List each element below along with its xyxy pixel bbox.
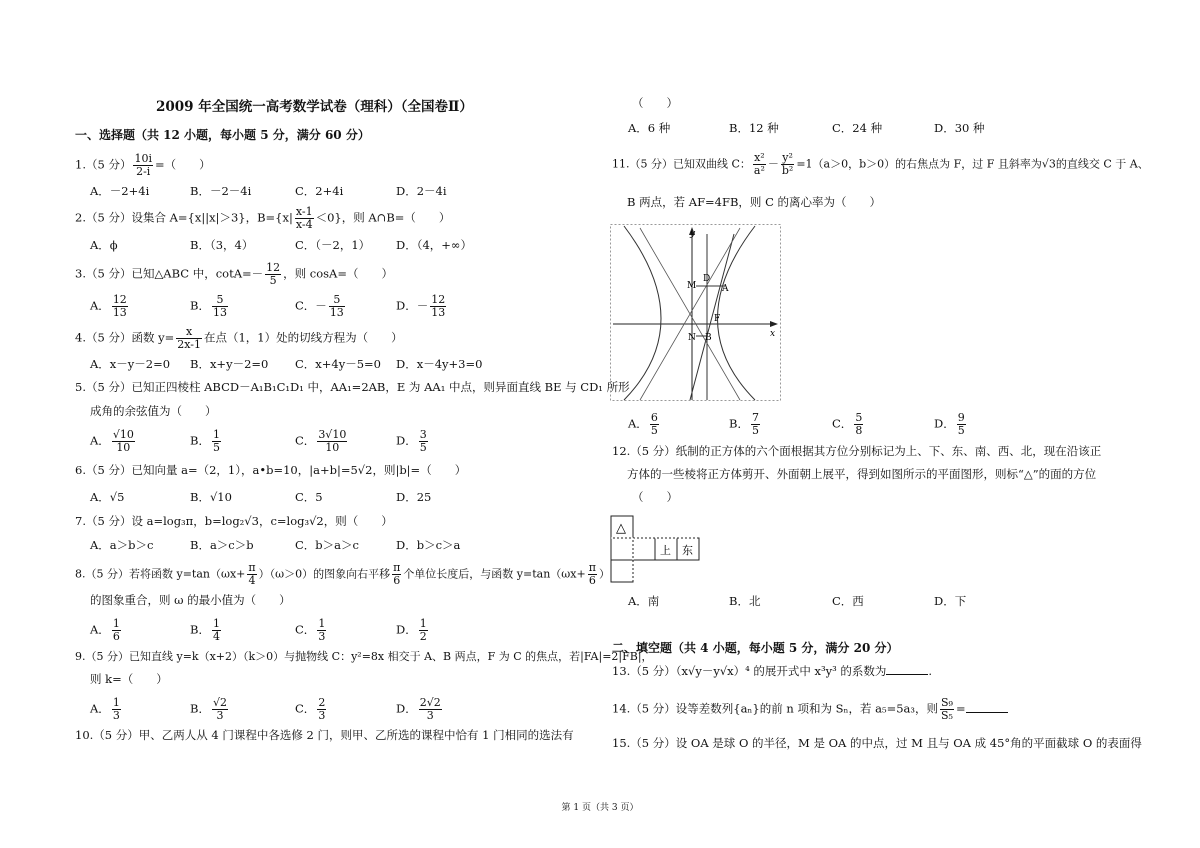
q10-option-a[interactable]: A．6 种 bbox=[628, 121, 671, 135]
q11-option-c[interactable]: C． $\frac{5}{8}$ bbox=[832, 411, 863, 437]
page-footer: 第 1 页（共 3 页） bbox=[561, 803, 639, 813]
question-9: 9.（5 分）已知直线 y=k（x+2）（k＞0）与抛物线 C：y²=8x 相交于 A、B 两点，F 为 C 的焦点，若|FA|=2|FB|， bbox=[75, 650, 653, 663]
q1-option-b[interactable]: B．－2－4i bbox=[190, 184, 252, 198]
q11-option-d[interactable]: D． $\frac{9}{5}$ bbox=[934, 411, 965, 437]
label-m: M bbox=[687, 281, 697, 291]
label-f: F bbox=[714, 314, 721, 324]
hyperbola-figure bbox=[610, 224, 785, 402]
q2-option-a[interactable]: A．ϕ bbox=[90, 238, 118, 252]
q1-option-d[interactable]: D．2－4i bbox=[396, 184, 447, 198]
q7-option-a[interactable]: A．a＞b＞c bbox=[90, 538, 154, 552]
answer-blank[interactable] bbox=[886, 664, 928, 675]
net-face-2 bbox=[611, 560, 633, 582]
question-5-cont: 成角的余弦值为（ ） bbox=[90, 404, 217, 418]
face-label-up: 上 bbox=[660, 544, 671, 557]
q5-option-c[interactable]: C． $\frac{3√10}{10}$ bbox=[295, 428, 347, 454]
question-9-cont: 则 k=（ ） bbox=[90, 672, 168, 686]
q4-option-b[interactable]: B．x+y－2=0 bbox=[190, 357, 269, 371]
x-axis-arrow bbox=[770, 321, 778, 327]
q7-option-c[interactable]: C．b＞a＞c bbox=[295, 538, 359, 552]
answer-blank[interactable] bbox=[966, 702, 1008, 713]
q2-option-d[interactable]: D．（4，+∞） bbox=[396, 238, 473, 252]
page-title: 2009 年全国统一高考数学试卷（理科）（全国卷Ⅱ） bbox=[156, 99, 473, 115]
face-label-east: 东 bbox=[682, 544, 693, 557]
q10-option-b[interactable]: B．12 种 bbox=[729, 121, 779, 135]
question-10-cont: （ ） bbox=[632, 96, 678, 110]
q3-option-a[interactable]: A． $\frac{12}{13}$ bbox=[90, 293, 127, 319]
question-4: 4.（5 分）函数 y= $\frac{x}{2x-1}$ 在点（1，1）处的切线方程为（ ） bbox=[75, 325, 403, 351]
q5-option-b[interactable]: B． $\frac{1}{5}$ bbox=[190, 428, 220, 454]
question-15: 15.（5 分）设 OA 是球 O 的半径，M 是 OA 的中点，过 M 且与 OA 成 45°角的平面截球 O 的表面得 bbox=[612, 736, 1142, 750]
cube-net-figure bbox=[610, 515, 710, 583]
label-x: x bbox=[770, 329, 776, 339]
q3-option-b[interactable]: B． $\frac{5}{13}$ bbox=[190, 293, 227, 319]
question-3: 3.（5 分）已知△ABC 中，cotA=－ $\frac{12}{5}$ ，则 cosA=（ ） bbox=[75, 261, 394, 287]
q12-option-c[interactable]: C．西 bbox=[832, 594, 864, 608]
question-13: 13.（5 分）（x√y－y√x）⁴ 的展开式中 x³y³ 的系数为 . bbox=[612, 664, 933, 678]
label-b: B bbox=[705, 333, 712, 343]
figure-border bbox=[611, 225, 781, 401]
question-1: 1.（5 分） $\frac{10i}{2-i}$ =（ ） bbox=[75, 152, 211, 178]
q1-option-a[interactable]: A．－2+4i bbox=[90, 184, 150, 198]
net-face-1 bbox=[611, 538, 633, 560]
question-8-cont: 的图象重合，则 ω 的最小值为（ ） bbox=[90, 593, 291, 607]
question-5: 5.（5 分）已知正四棱柱 ABCD－A₁B₁C₁D₁ 中，AA₁=2AB，E 为 AA₁ 中点，则异面直线 BE 与 CD₁ 所形 bbox=[75, 380, 630, 394]
question-6: 6.（5 分）已知向量 a=（2，1），a•b=10，|a+b|=5√2，则|b|=（ ） bbox=[75, 463, 467, 477]
section-heading-choice: 一、选择题（共 12 小题，每小题 5 分，满分 60 分） bbox=[75, 128, 370, 142]
q2-option-b[interactable]: B．（3，4） bbox=[190, 238, 254, 252]
q1-option-c[interactable]: C．2+4i bbox=[295, 184, 344, 198]
q7-option-d[interactable]: D．b＞c＞a bbox=[396, 538, 461, 552]
q5-option-d[interactable]: D． $\frac{3}{5}$ bbox=[396, 428, 427, 454]
q4-option-d[interactable]: D．x－4y+3=0 bbox=[396, 357, 483, 371]
q10-option-c[interactable]: C．24 种 bbox=[832, 121, 883, 135]
q12-option-d[interactable]: D．下 bbox=[934, 594, 967, 608]
q6-option-d[interactable]: D．25 bbox=[396, 490, 432, 504]
question-2: 2.（5 分）设集合 A={x||x|＞3}，B={x| $\frac{x-1}{x-4}$ ＜0}，则 A∩B=（ ） bbox=[75, 205, 451, 231]
hyperbola-right-branch bbox=[718, 226, 756, 400]
q6-option-c[interactable]: C．5 bbox=[295, 490, 323, 504]
question-10: 10.（5 分）甲、乙两人从 4 门课程中各选修 2 门，则甲、乙所选的课程中恰有 1 门相同的选法有 bbox=[75, 728, 574, 742]
q11-option-a[interactable]: A． $\frac{6}{5}$ bbox=[628, 411, 658, 437]
q2-option-c[interactable]: C．（－2，1） bbox=[295, 238, 371, 252]
q12-option-b[interactable]: B．北 bbox=[729, 594, 761, 608]
q8-option-c[interactable]: C． $\frac{1}{3}$ bbox=[295, 617, 326, 643]
q5-option-a[interactable]: A． $\frac{√10}{10}$ bbox=[90, 428, 134, 454]
q7-option-b[interactable]: B．a＞c＞b bbox=[190, 538, 254, 552]
q3-option-d[interactable]: D．－ $\frac{12}{13}$ bbox=[396, 293, 446, 319]
question-12-cont: 方体的一些棱将正方体剪开、外面朝上展平，得到如图所示的平面图形，则标“△”的面的方位 bbox=[627, 467, 1097, 481]
net-face-3 bbox=[633, 538, 655, 560]
label-a: A bbox=[722, 284, 729, 294]
q4-option-c[interactable]: C．x+4y－5=0 bbox=[295, 357, 382, 371]
triangle-mark: △ bbox=[616, 521, 626, 536]
line-through-focus bbox=[690, 234, 734, 400]
q6-option-a[interactable]: A．√5 bbox=[90, 490, 125, 504]
label-d: D bbox=[703, 274, 711, 284]
q6-option-b[interactable]: B．√10 bbox=[190, 490, 232, 504]
question-12-cont2: （ ） bbox=[632, 490, 678, 504]
q11-option-b[interactable]: B． $\frac{7}{5}$ bbox=[729, 411, 759, 437]
question-11: 11.（5 分）已知双曲线 C： $\frac{\text{x²}}{\text{a²}}$ － $\frac{\text{y²}}{\text{b²}}$ =1（a＞0，b＞0）的右焦点为 F，过 F 且斜率为√3的直线交 C 于 A、 bbox=[612, 151, 1149, 177]
question-12: 12.（5 分）纸制的正方体的六个面根据其方位分别标记为上、下、东、南、西、北，现在沿该正 bbox=[612, 444, 1102, 458]
question-14: 14.（5 分）设等差数列{aₙ}的前 n 项和为 Sₙ，若 a₅=5a₃，则 $\frac{\text{S₉}}{\text{S₅}}$ = bbox=[612, 697, 1008, 722]
question-11-cont: B 两点，若 AF=4FB，则 C 的离心率为（ ） bbox=[627, 195, 882, 209]
q8-option-b[interactable]: B． $\frac{1}{4}$ bbox=[190, 617, 220, 643]
q4-option-a[interactable]: A．x－y－2=0 bbox=[90, 357, 171, 371]
q8-option-a[interactable]: A． $\frac{1}{6}$ bbox=[90, 617, 120, 643]
q9-option-b[interactable]: B． $\frac{√2}{3}$ bbox=[190, 696, 227, 722]
q9-option-d[interactable]: D． $\frac{2√2}{3}$ bbox=[396, 696, 441, 722]
question-8: 8.（5 分）若将函数 y=tan（ωx+ $\frac{\pi}{4}$ ）（ω＞0）的图象向右平移 $\frac{\pi}{6}$ 个单位长度后，与函数 y=tan（ωx+ $\frac{\pi}{6}$ ） bbox=[75, 561, 610, 587]
q9-option-c[interactable]: C． $\frac{2}{3}$ bbox=[295, 696, 326, 722]
section-heading-fill: 二、填空题（共 4 小题，每小题 5 分，满分 20 分） bbox=[612, 641, 899, 655]
question-7: 7.（5 分）设 a=log₃π，b=log₂√3，c=log₃√2，则（ ） bbox=[75, 514, 393, 528]
q9-option-a[interactable]: A． $\frac{1}{3}$ bbox=[90, 696, 120, 722]
q8-option-d[interactable]: D． $\frac{1}{2}$ bbox=[396, 617, 427, 643]
label-n: N bbox=[688, 333, 696, 343]
q10-option-d[interactable]: D．30 种 bbox=[934, 121, 985, 135]
label-y: y bbox=[690, 229, 696, 239]
q12-option-a[interactable]: A．南 bbox=[628, 594, 660, 608]
q3-option-c[interactable]: C．－ $\frac{5}{13}$ bbox=[295, 293, 344, 319]
fraction: $\frac{10i}{2-i}$ bbox=[134, 152, 152, 178]
